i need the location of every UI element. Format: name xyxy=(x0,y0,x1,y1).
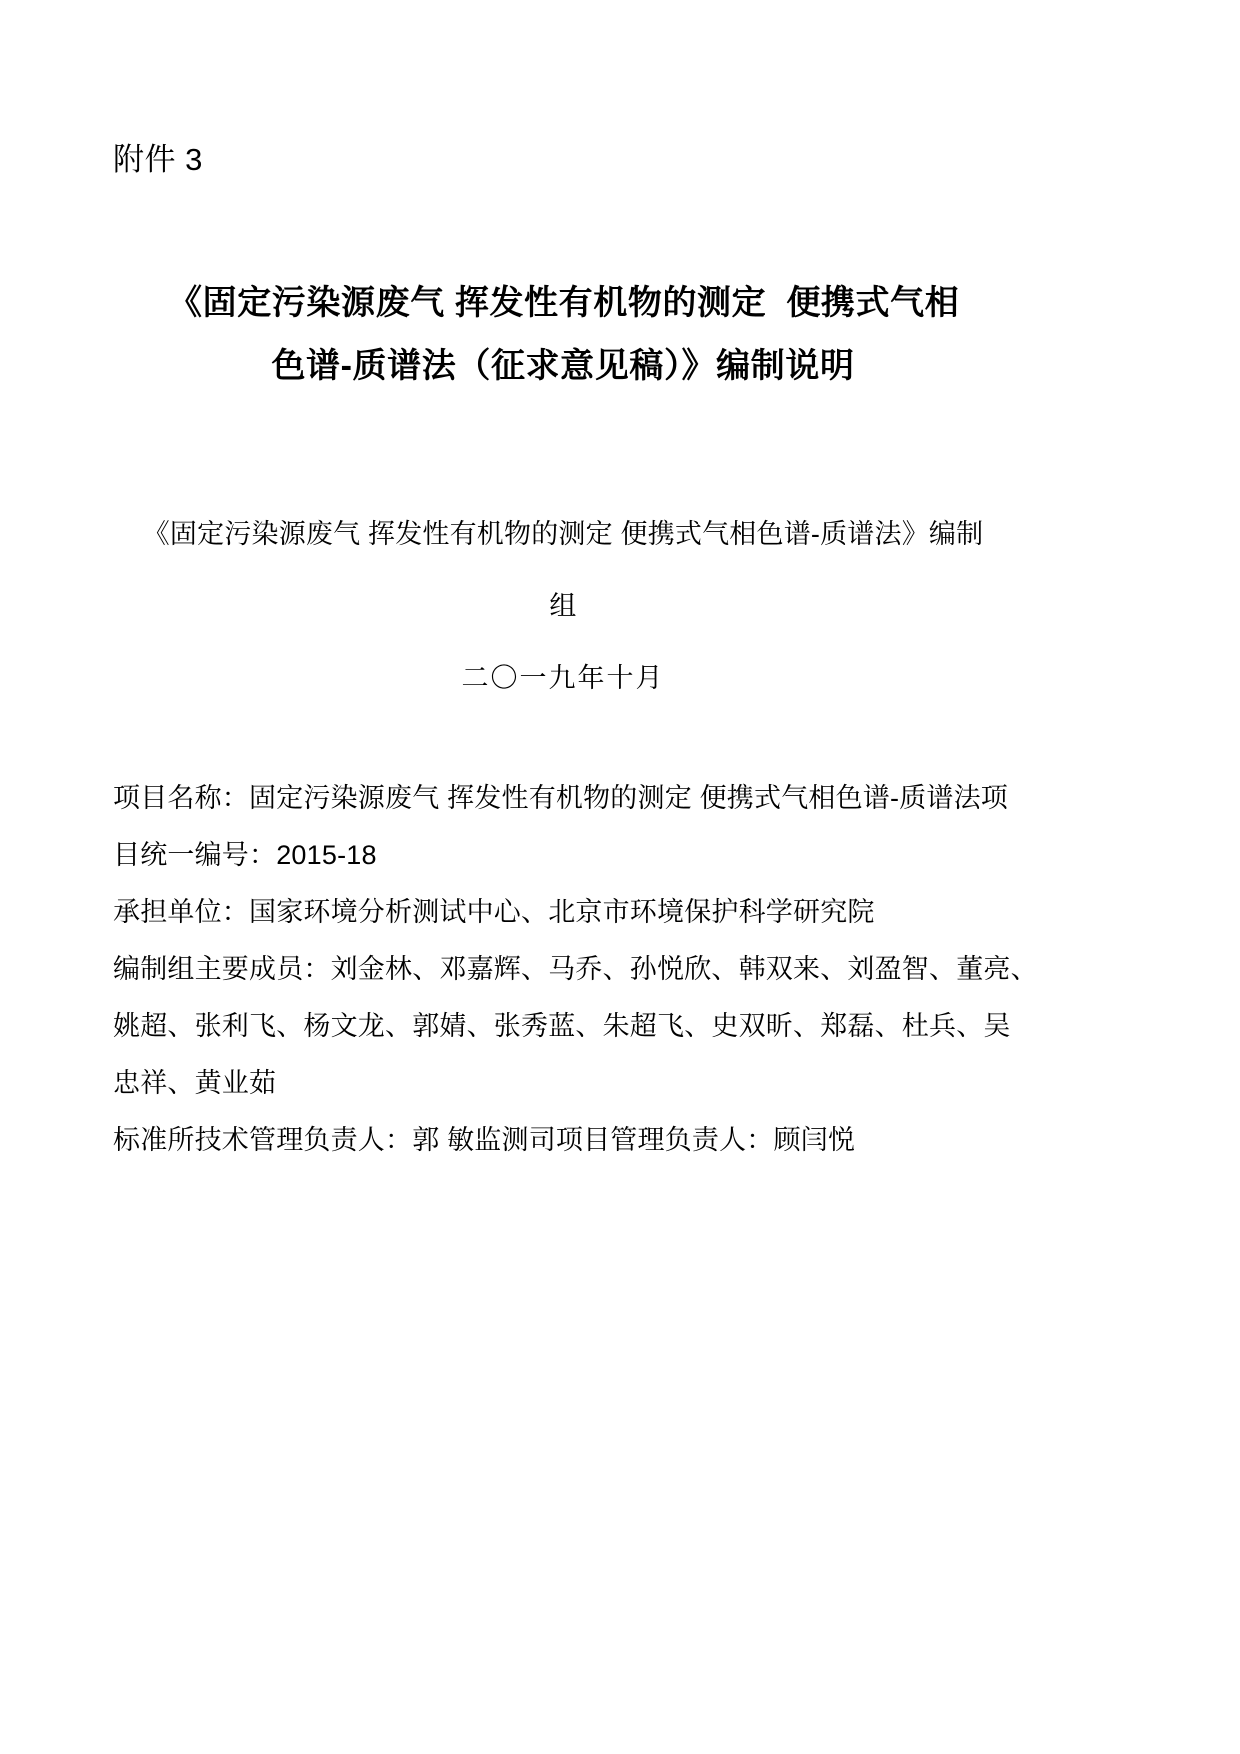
drafting-group-block xyxy=(113,498,1013,714)
publication-date: 二〇一九年十月 xyxy=(461,663,665,693)
project-name-line: 项目名称：固定污染源废气 挥发性有机物的测定 便携式气相色谱-质谱法项 xyxy=(113,783,1008,813)
technical-manager-line: 标准所技术管理负责人：郭 敏监测司项目管理负责人：顾闫悦 xyxy=(113,1125,856,1155)
drafting-group-line-2: 组 xyxy=(549,591,577,621)
document-title-line-1: 《固定污染源废气 挥发性有机物的测定 便携式气相 xyxy=(168,284,960,322)
drafting-members-line-1: 编制组主要成员：刘金林、邓嘉辉、马乔、孙悦欣、韩双来、刘盈智、董亮、 xyxy=(113,954,1038,984)
document-title xyxy=(113,272,1013,398)
drafting-group-line-1: 《固定污染源废气 挥发性有机物的测定 便携式气相色谱-质谱法》编制 xyxy=(142,519,984,549)
project-info-block xyxy=(113,770,1038,1169)
attachment-label: 附件 3 xyxy=(113,142,203,177)
project-number-line: 目统一编号：2015-18 xyxy=(113,840,377,870)
drafting-members-line-3: 忠祥、黄业茹 xyxy=(113,1068,277,1098)
document-content xyxy=(113,0,1038,1169)
drafting-members-line-2: 姚超、张利飞、杨文龙、郭婧、张秀蓝、朱超飞、史双昕、郑磊、杜兵、吴 xyxy=(113,1011,1011,1041)
responsible-units-line: 承担单位：国家环境分析测试中心、北京市环境保护科学研究院 xyxy=(113,897,875,927)
document-title-line-2: 色谱-质谱法（征求意见稿）》编制说明 xyxy=(271,347,855,385)
